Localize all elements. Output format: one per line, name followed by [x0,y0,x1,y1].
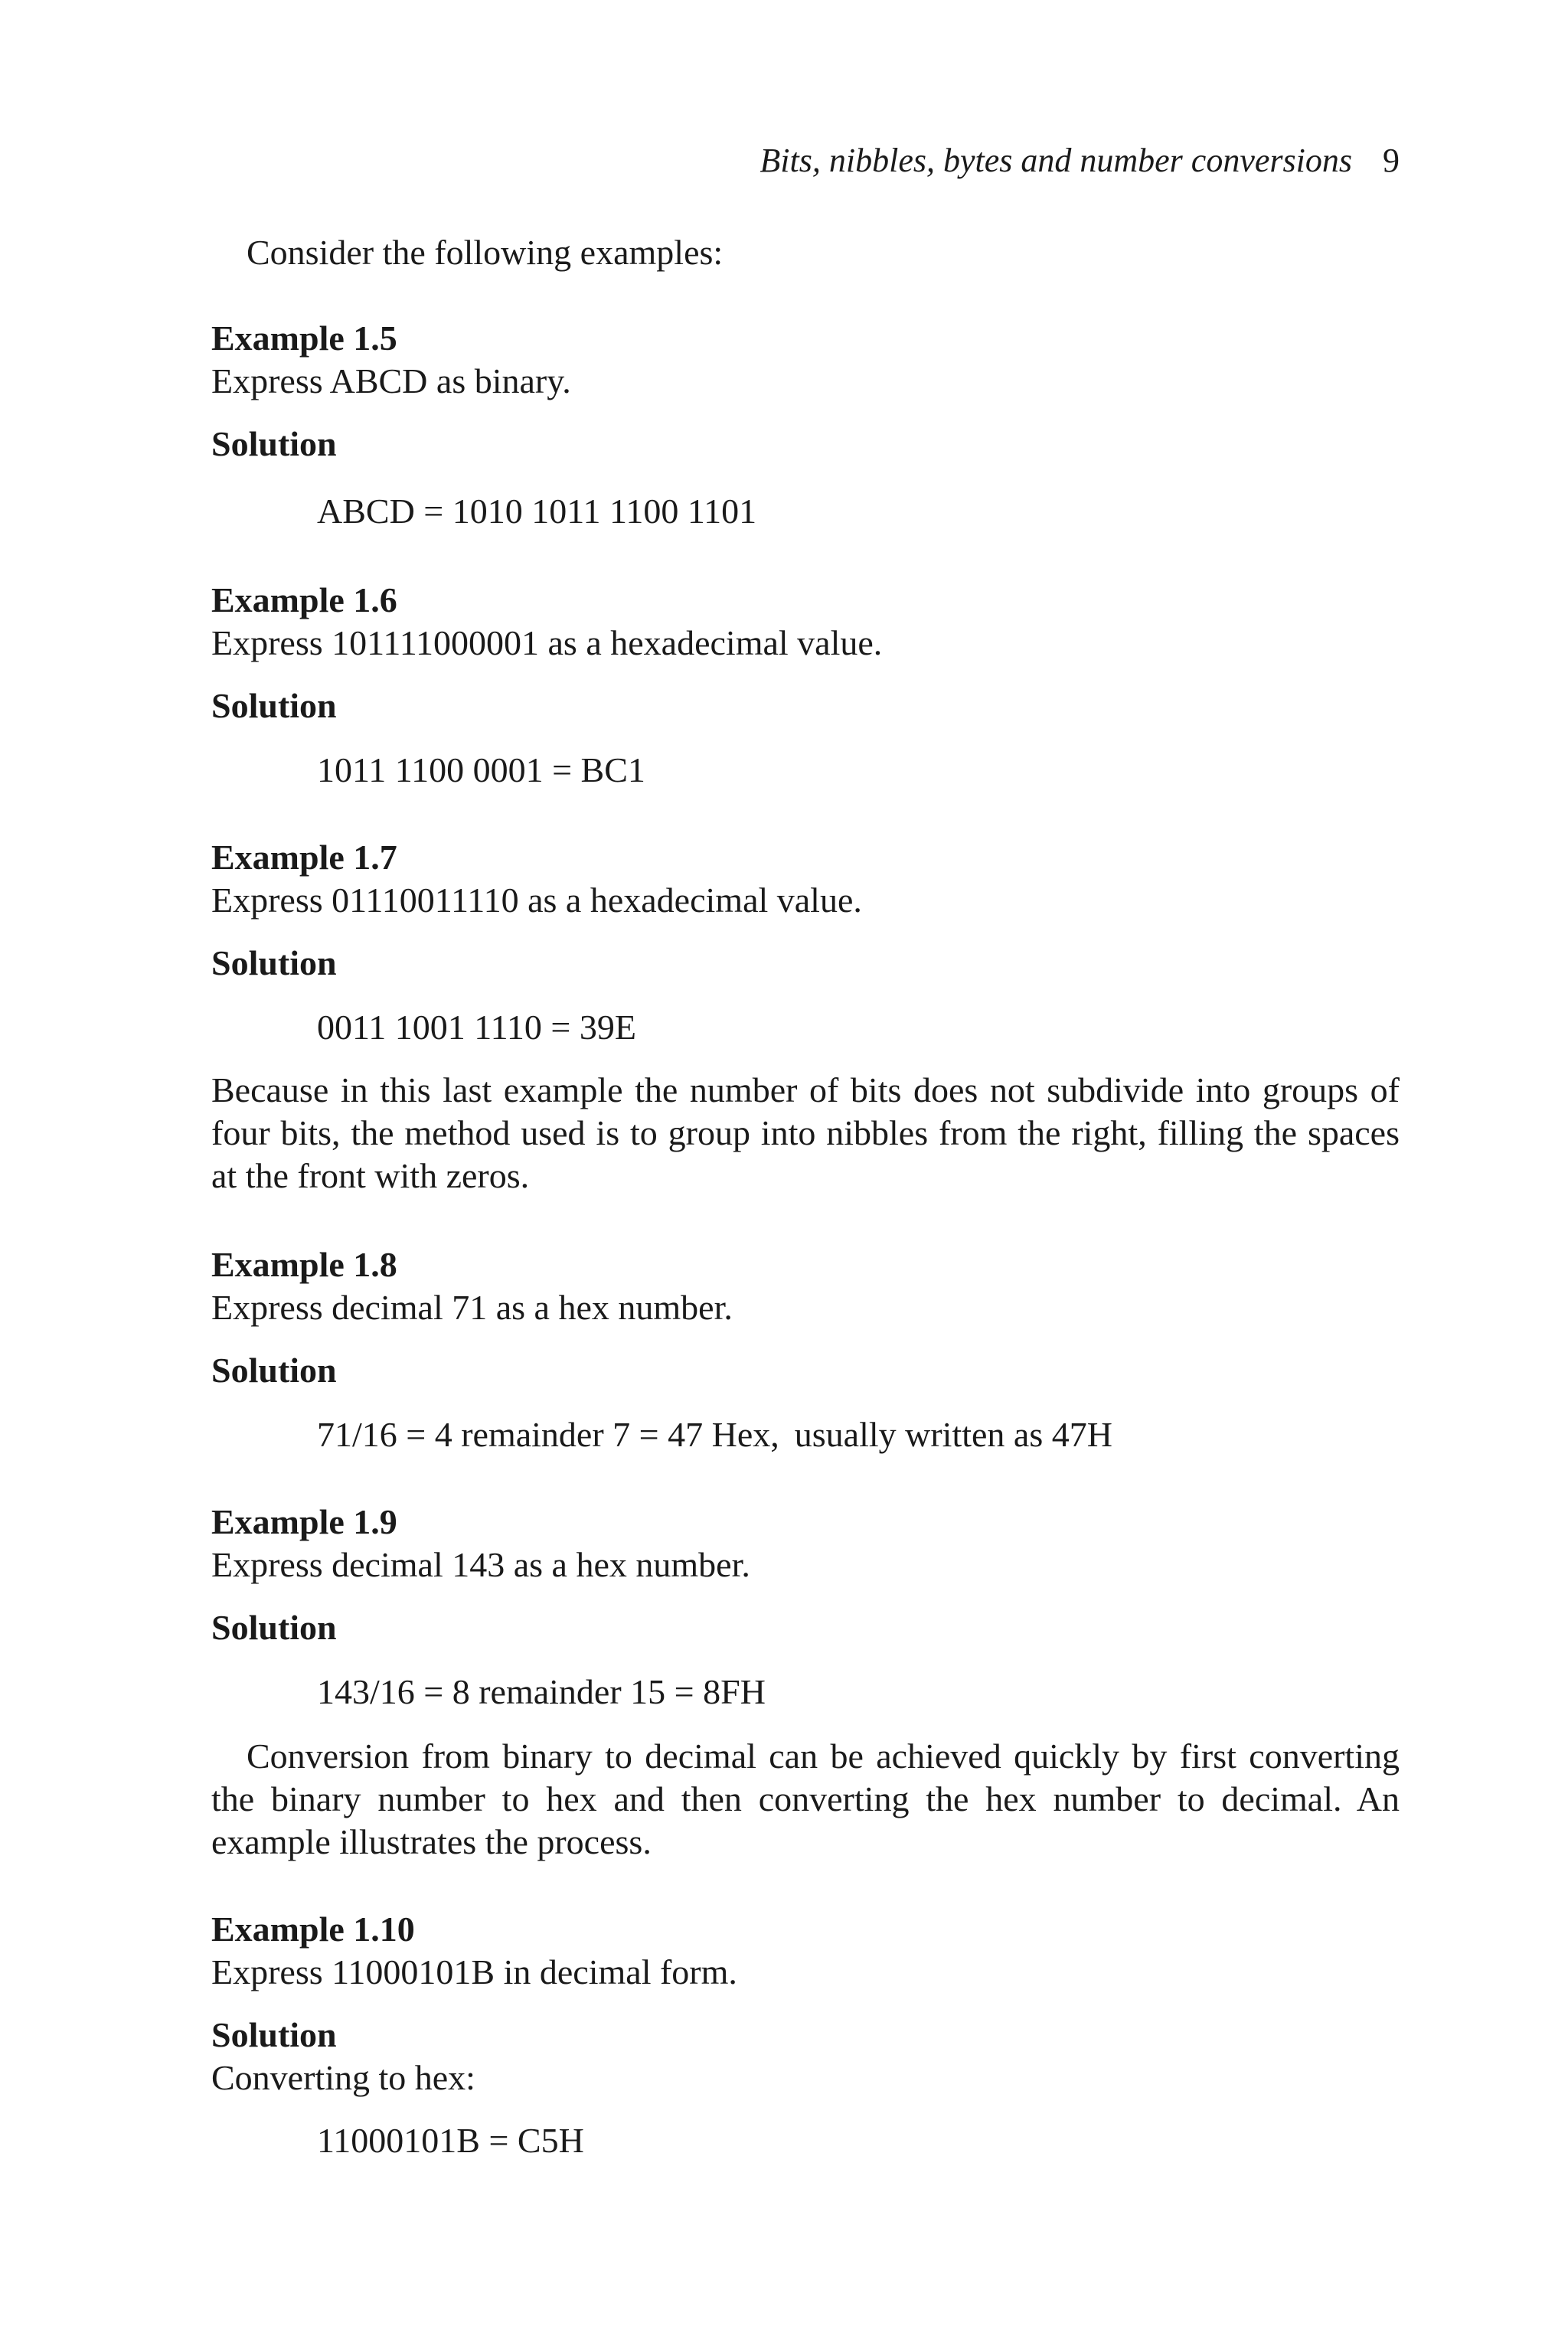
page-number: 9 [1383,142,1400,179]
solution-equation: 0011 1001 1110 = 39E [317,1008,636,1047]
example-heading: Example 1.5 [211,319,397,358]
solution-equation [317,1413,1112,1456]
body-paragraph: Conversion from binary to decimal can be achieved quickly by first converting the binary number to hex and then converting the hex number to decimal. An example illustrates the process. [211,1736,1400,1861]
example-heading: Example 1.10 [211,1910,415,1949]
running-title: Bits, nibbles, bytes and number conversions [760,142,1352,179]
solution-equation-note: usually written as 47H [794,1415,1112,1454]
example-heading: Example 1.9 [211,1502,397,1541]
body-paragraph: Because in this last example the number of bits does not subdivide into groups of four bits, the method used is to group into nibbles from the right, filling the spaces at the front with zeros. [211,1070,1400,1195]
example-heading: Example 1.7 [211,838,397,877]
solution-equation: 11000101B = C5H [317,2121,584,2160]
example-question: Express 101111000001 as a hexadecimal value. [211,623,883,662]
solution-heading: Solution [211,1351,337,1390]
solution-heading: Solution [211,2015,337,2054]
example-question: Express ABCD as binary. [211,361,571,400]
intro-text: Consider the following examples: [247,233,724,272]
example-heading: Example 1.8 [211,1245,397,1284]
solution-heading: Solution [211,686,337,725]
solution-heading: Solution [211,424,337,463]
example-question: Express 11000101B in decimal form. [211,1952,737,1991]
solution-heading: Solution [211,1608,337,1647]
running-head [760,138,1400,184]
example-question: Express decimal 71 as a hex number. [211,1288,733,1327]
solution-equation: 143/16 = 8 remainder 15 = 8FH [317,1672,766,1711]
solution-heading: Solution [211,943,337,982]
example-question: Express decimal 143 as a hex number. [211,1545,750,1584]
solution-equation: ABCD = 1010 1011 1100 1101 [317,492,757,531]
solution-equation: 1011 1100 0001 = BC1 [317,750,645,789]
example-question: Express 01110011110 as a hexadecimal value. [211,880,862,920]
solution-text: Converting to hex: [211,2058,475,2097]
solution-equation-main: 71/16 = 4 remainder 7 = 47 Hex, [317,1415,779,1454]
example-heading: Example 1.6 [211,580,397,619]
